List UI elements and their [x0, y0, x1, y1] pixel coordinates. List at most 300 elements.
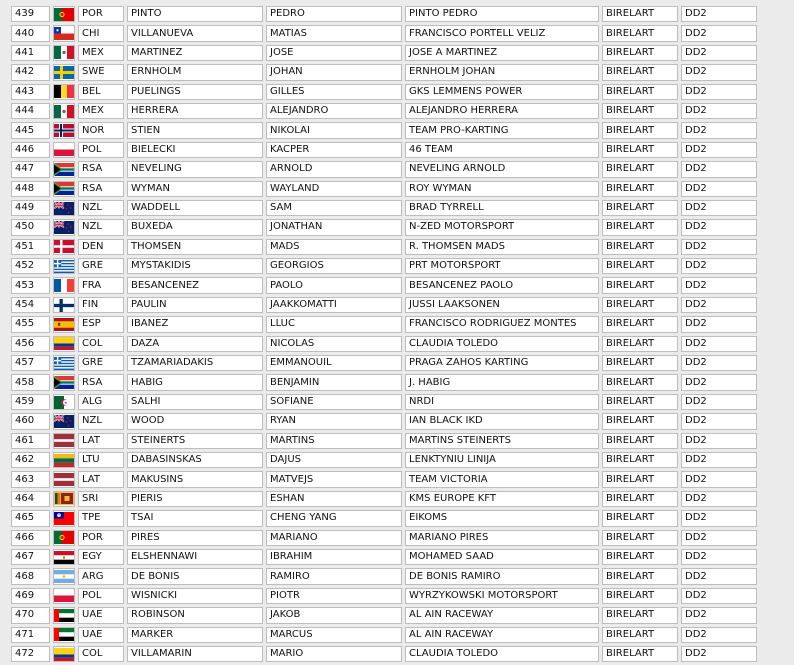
car-number-cell: 448: [11, 181, 50, 197]
nationality-cell: POL: [78, 588, 124, 604]
lithuania-flag-icon: [54, 454, 74, 467]
portugal-flag-icon: [54, 8, 74, 21]
tyre-cell: BIRELART: [602, 568, 678, 584]
table-row: [11, 258, 757, 274]
new-zealand-flag-icon: [54, 221, 74, 234]
tyre-cell: BIRELART: [602, 316, 678, 332]
class-cell: DD2: [681, 219, 757, 235]
flag-cell: [53, 452, 75, 468]
tyre-cell: BIRELART: [602, 200, 678, 216]
table-row: [11, 549, 757, 565]
tyre-cell: BIRELART: [602, 355, 678, 371]
france-flag-icon: [54, 279, 74, 292]
tyre-cell: BIRELART: [602, 549, 678, 565]
entrant-cell: ROY WYMAN: [405, 181, 599, 197]
portugal-flag-icon: [54, 531, 74, 544]
south-africa-flag-icon: [54, 163, 74, 176]
car-number-cell: 458: [11, 374, 50, 390]
tyre-cell: BIRELART: [602, 530, 678, 546]
surname-cell: ROBINSON: [127, 607, 263, 623]
table-row: [11, 84, 757, 100]
entrant-cell: R. THOMSEN MADS: [405, 239, 599, 255]
firstname-cell: IBRAHIM: [266, 549, 402, 565]
table-row: [11, 142, 757, 158]
class-cell: DD2: [681, 277, 757, 293]
surname-cell: PUELINGS: [127, 84, 263, 100]
class-cell: DD2: [681, 142, 757, 158]
tyre-cell: BIRELART: [602, 336, 678, 352]
firstname-cell: DAJUS: [266, 452, 402, 468]
surname-cell: TSAI: [127, 510, 263, 526]
colombia-flag-icon: [54, 337, 74, 350]
firstname-cell: MARIANO: [266, 530, 402, 546]
mexico-flag-icon: [54, 46, 74, 59]
table-row: [11, 161, 757, 177]
car-number-cell: 457: [11, 355, 50, 371]
surname-cell: STEINERTS: [127, 433, 263, 449]
table-row: [11, 64, 757, 80]
class-cell: DD2: [681, 413, 757, 429]
class-cell: DD2: [681, 646, 757, 662]
flag-cell: [53, 336, 75, 352]
tyre-cell: BIRELART: [602, 374, 678, 390]
surname-cell: BIELECKI: [127, 142, 263, 158]
nationality-cell: ALG: [78, 394, 124, 410]
table-row: [11, 103, 757, 119]
nationality-cell: POR: [78, 530, 124, 546]
tyre-cell: BIRELART: [602, 297, 678, 313]
surname-cell: BESANCENEZ: [127, 277, 263, 293]
table-row: [11, 394, 757, 410]
uae-flag-icon: [54, 609, 74, 622]
tyre-cell: BIRELART: [602, 219, 678, 235]
flag-cell: [53, 355, 75, 371]
car-number-cell: 467: [11, 549, 50, 565]
nationality-cell: RSA: [78, 181, 124, 197]
surname-cell: TZAMARIADAKIS: [127, 355, 263, 371]
table-row: [11, 239, 757, 255]
surname-cell: BUXEDA: [127, 219, 263, 235]
surname-cell: VILLANUEVA: [127, 25, 263, 41]
nationality-cell: ESP: [78, 316, 124, 332]
tyre-cell: BIRELART: [602, 433, 678, 449]
entrant-cell: FRANCISCO RODRIGUEZ MONTES: [405, 316, 599, 332]
flag-cell: [53, 239, 75, 255]
entrant-cell: TEAM VICTORIA: [405, 471, 599, 487]
table-row: [11, 219, 757, 235]
firstname-cell: PEDRO: [266, 6, 402, 22]
entrant-cell: AL AIN RACEWAY: [405, 627, 599, 643]
entrant-cell: BESANCENEZ PAOLO: [405, 277, 599, 293]
greece-flag-icon: [54, 357, 74, 370]
firstname-cell: JOHAN: [266, 64, 402, 80]
class-cell: DD2: [681, 530, 757, 546]
firstname-cell: ESHAN: [266, 491, 402, 507]
entrant-cell: MARIANO PIRES: [405, 530, 599, 546]
surname-cell: PINTO: [127, 6, 263, 22]
surname-cell: WOOD: [127, 413, 263, 429]
class-cell: DD2: [681, 122, 757, 138]
car-number-cell: 443: [11, 84, 50, 100]
tyre-cell: BIRELART: [602, 161, 678, 177]
class-cell: DD2: [681, 491, 757, 507]
nationality-cell: SRI: [78, 491, 124, 507]
poland-flag-icon: [54, 589, 74, 602]
chile-flag-icon: [54, 27, 74, 40]
spain-flag-icon: [54, 318, 74, 331]
car-number-cell: 463: [11, 471, 50, 487]
nationality-cell: FRA: [78, 277, 124, 293]
table-row: [11, 413, 757, 429]
car-number-cell: 454: [11, 297, 50, 313]
firstname-cell: NICOLAS: [266, 336, 402, 352]
class-cell: DD2: [681, 316, 757, 332]
entrant-cell: PINTO PEDRO: [405, 6, 599, 22]
nationality-cell: BEL: [78, 84, 124, 100]
firstname-cell: MADS: [266, 239, 402, 255]
tyre-cell: BIRELART: [602, 45, 678, 61]
car-number-cell: 445: [11, 122, 50, 138]
firstname-cell: BENJAMIN: [266, 374, 402, 390]
finland-flag-icon: [54, 299, 74, 312]
nationality-cell: ARG: [78, 568, 124, 584]
firstname-cell: PIOTR: [266, 588, 402, 604]
entrant-cell: N-ZED MOTORSPORT: [405, 219, 599, 235]
nationality-cell: LAT: [78, 471, 124, 487]
car-number-cell: 446: [11, 142, 50, 158]
table-row: [11, 25, 757, 41]
tyre-cell: BIRELART: [602, 239, 678, 255]
flag-cell: [53, 433, 75, 449]
table-row: [11, 6, 757, 22]
table-row: [11, 568, 757, 584]
entrant-cell: CLAUDIA TOLEDO: [405, 646, 599, 662]
table-row: [11, 316, 757, 332]
nationality-cell: UAE: [78, 607, 124, 623]
surname-cell: HABIG: [127, 374, 263, 390]
car-number-cell: 471: [11, 627, 50, 643]
nationality-cell: POL: [78, 142, 124, 158]
tyre-cell: BIRELART: [602, 84, 678, 100]
colombia-flag-icon: [54, 648, 74, 661]
flag-cell: [53, 530, 75, 546]
nationality-cell: GRE: [78, 355, 124, 371]
firstname-cell: NIKOLAI: [266, 122, 402, 138]
table-row: [11, 355, 757, 371]
entrant-cell: WYRZYKOWSKI MOTORSPORT: [405, 588, 599, 604]
nationality-cell: NOR: [78, 122, 124, 138]
nationality-cell: GRE: [78, 258, 124, 274]
flag-cell: [53, 45, 75, 61]
table-row: [11, 433, 757, 449]
tyre-cell: BIRELART: [602, 103, 678, 119]
nationality-cell: POR: [78, 6, 124, 22]
nationality-cell: NZL: [78, 413, 124, 429]
surname-cell: ELSHENNAWI: [127, 549, 263, 565]
flag-cell: [53, 103, 75, 119]
entrant-cell: JUSSI LAAKSONEN: [405, 297, 599, 313]
entrant-cell: AL AIN RACEWAY: [405, 607, 599, 623]
tyre-cell: BIRELART: [602, 122, 678, 138]
firstname-cell: WAYLAND: [266, 181, 402, 197]
firstname-cell: JONATHAN: [266, 219, 402, 235]
firstname-cell: MARTINS: [266, 433, 402, 449]
firstname-cell: RYAN: [266, 413, 402, 429]
flag-cell: [53, 374, 75, 390]
flag-cell: [53, 122, 75, 138]
class-cell: DD2: [681, 568, 757, 584]
tyre-cell: BIRELART: [602, 181, 678, 197]
class-cell: DD2: [681, 607, 757, 623]
nationality-cell: UAE: [78, 627, 124, 643]
class-cell: DD2: [681, 433, 757, 449]
entrant-cell: IAN BLACK IKD: [405, 413, 599, 429]
surname-cell: HERRERA: [127, 103, 263, 119]
tyre-cell: BIRELART: [602, 64, 678, 80]
tyre-cell: BIRELART: [602, 277, 678, 293]
sri-lanka-flag-icon: [54, 492, 74, 505]
tyre-cell: BIRELART: [602, 6, 678, 22]
car-number-cell: 469: [11, 588, 50, 604]
surname-cell: DAZA: [127, 336, 263, 352]
flag-cell: [53, 607, 75, 623]
nationality-cell: LAT: [78, 433, 124, 449]
poland-flag-icon: [54, 143, 74, 156]
flag-cell: [53, 142, 75, 158]
tyre-cell: BIRELART: [602, 394, 678, 410]
class-cell: DD2: [681, 394, 757, 410]
flag-cell: [53, 84, 75, 100]
surname-cell: ERNHOLM: [127, 64, 263, 80]
flag-cell: [53, 413, 75, 429]
tyre-cell: BIRELART: [602, 258, 678, 274]
mexico-flag-icon: [54, 105, 74, 118]
class-cell: DD2: [681, 588, 757, 604]
car-number-cell: 456: [11, 336, 50, 352]
flag-cell: [53, 394, 75, 410]
entrant-cell: KMS EUROPE KFT: [405, 491, 599, 507]
entrant-cell: EIKOMS: [405, 510, 599, 526]
table-row: [11, 588, 757, 604]
class-cell: DD2: [681, 355, 757, 371]
entrant-cell: ALEJANDRO HERRERA: [405, 103, 599, 119]
table-row: [11, 491, 757, 507]
table-row: [11, 122, 757, 138]
nationality-cell: NZL: [78, 219, 124, 235]
table-row: [11, 45, 757, 61]
algeria-flag-icon: [54, 396, 74, 409]
norway-flag-icon: [54, 124, 74, 137]
car-number-cell: 466: [11, 530, 50, 546]
entrant-cell: FRANCISCO PORTELL VELIZ: [405, 25, 599, 41]
surname-cell: MARTINEZ: [127, 45, 263, 61]
firstname-cell: LLUC: [266, 316, 402, 332]
nationality-cell: EGY: [78, 549, 124, 565]
nationality-cell: LTU: [78, 452, 124, 468]
car-number-cell: 444: [11, 103, 50, 119]
table-row: [11, 297, 757, 313]
nationality-cell: FIN: [78, 297, 124, 313]
flag-cell: [53, 258, 75, 274]
table-row: [11, 452, 757, 468]
nationality-cell: MEX: [78, 103, 124, 119]
firstname-cell: MARIO: [266, 646, 402, 662]
nationality-cell: COL: [78, 336, 124, 352]
taiwan-flag-icon: [54, 512, 74, 525]
south-africa-flag-icon: [54, 182, 74, 195]
latvia-flag-icon: [54, 434, 74, 447]
surname-cell: STIEN: [127, 122, 263, 138]
car-number-cell: 460: [11, 413, 50, 429]
flag-cell: [53, 277, 75, 293]
flag-cell: [53, 316, 75, 332]
surname-cell: DABASINSKAS: [127, 452, 263, 468]
table-row: [11, 510, 757, 526]
car-number-cell: 462: [11, 452, 50, 468]
flag-cell: [53, 161, 75, 177]
table-row: [11, 471, 757, 487]
tyre-cell: BIRELART: [602, 491, 678, 507]
surname-cell: WISNICKI: [127, 588, 263, 604]
entrant-cell: DE BONIS RAMIRO: [405, 568, 599, 584]
table-row: [11, 374, 757, 390]
car-number-cell: 453: [11, 277, 50, 293]
car-number-cell: 451: [11, 239, 50, 255]
firstname-cell: JOSE: [266, 45, 402, 61]
firstname-cell: SAM: [266, 200, 402, 216]
car-number-cell: 461: [11, 433, 50, 449]
nationality-cell: NZL: [78, 200, 124, 216]
nationality-cell: RSA: [78, 161, 124, 177]
entrant-cell: J. HABIG: [405, 374, 599, 390]
tyre-cell: BIRELART: [602, 452, 678, 468]
class-cell: DD2: [681, 25, 757, 41]
class-cell: DD2: [681, 181, 757, 197]
flag-cell: [53, 646, 75, 662]
entrant-cell: GKS LEMMENS POWER: [405, 84, 599, 100]
flag-cell: [53, 510, 75, 526]
class-cell: DD2: [681, 374, 757, 390]
surname-cell: PAULIN: [127, 297, 263, 313]
car-number-cell: 455: [11, 316, 50, 332]
entrant-cell: TEAM PRO-KARTING: [405, 122, 599, 138]
class-cell: DD2: [681, 103, 757, 119]
nationality-cell: COL: [78, 646, 124, 662]
class-cell: DD2: [681, 471, 757, 487]
tyre-cell: BIRELART: [602, 607, 678, 623]
argentina-flag-icon: [54, 570, 74, 583]
entrant-cell: LENKTYNIU LINIJA: [405, 452, 599, 468]
class-cell: DD2: [681, 64, 757, 80]
entrant-cell: PRAGA ZAHOS KARTING: [405, 355, 599, 371]
flag-cell: [53, 181, 75, 197]
flag-cell: [53, 588, 75, 604]
car-number-cell: 470: [11, 607, 50, 623]
egypt-flag-icon: [54, 551, 74, 564]
tyre-cell: BIRELART: [602, 25, 678, 41]
firstname-cell: MATVEJS: [266, 471, 402, 487]
class-cell: DD2: [681, 239, 757, 255]
class-cell: DD2: [681, 161, 757, 177]
firstname-cell: GILLES: [266, 84, 402, 100]
surname-cell: MYSTAKIDIS: [127, 258, 263, 274]
nationality-cell: RSA: [78, 374, 124, 390]
tyre-cell: BIRELART: [602, 588, 678, 604]
new-zealand-flag-icon: [54, 202, 74, 215]
flag-cell: [53, 64, 75, 80]
firstname-cell: MARCUS: [266, 627, 402, 643]
entrant-cell: CLAUDIA TOLEDO: [405, 336, 599, 352]
class-cell: DD2: [681, 510, 757, 526]
nationality-cell: CHI: [78, 25, 124, 41]
table-row: [11, 200, 757, 216]
table-row: [11, 607, 757, 623]
class-cell: DD2: [681, 297, 757, 313]
car-number-cell: 440: [11, 25, 50, 41]
new-zealand-flag-icon: [54, 415, 74, 428]
flag-cell: [53, 6, 75, 22]
class-cell: DD2: [681, 84, 757, 100]
car-number-cell: 468: [11, 568, 50, 584]
tyre-cell: BIRELART: [602, 510, 678, 526]
surname-cell: IBANEZ: [127, 316, 263, 332]
firstname-cell: EMMANOUIL: [266, 355, 402, 371]
flag-cell: [53, 200, 75, 216]
nationality-cell: MEX: [78, 45, 124, 61]
entrant-cell: NRDI: [405, 394, 599, 410]
car-number-cell: 449: [11, 200, 50, 216]
tyre-cell: BIRELART: [602, 627, 678, 643]
surname-cell: VILLAMARIN: [127, 646, 263, 662]
entrant-cell: BRAD TYRRELL: [405, 200, 599, 216]
class-cell: DD2: [681, 549, 757, 565]
entrant-cell: ERNHOLM JOHAN: [405, 64, 599, 80]
firstname-cell: CHENG YANG: [266, 510, 402, 526]
surname-cell: DE BONIS: [127, 568, 263, 584]
surname-cell: SALHI: [127, 394, 263, 410]
firstname-cell: JAKOB: [266, 607, 402, 623]
flag-cell: [53, 297, 75, 313]
flag-cell: [53, 568, 75, 584]
surname-cell: THOMSEN: [127, 239, 263, 255]
car-number-cell: 472: [11, 646, 50, 662]
car-number-cell: 459: [11, 394, 50, 410]
entrant-cell: JOSE A MARTINEZ: [405, 45, 599, 61]
entrant-cell: MARTINS STEINERTS: [405, 433, 599, 449]
firstname-cell: ARNOLD: [266, 161, 402, 177]
nationality-cell: DEN: [78, 239, 124, 255]
firstname-cell: RAMIRO: [266, 568, 402, 584]
class-cell: DD2: [681, 452, 757, 468]
car-number-cell: 465: [11, 510, 50, 526]
surname-cell: MARKER: [127, 627, 263, 643]
entrant-cell: MOHAMED SAAD: [405, 549, 599, 565]
entrant-cell: PRT MOTORSPORT: [405, 258, 599, 274]
denmark-flag-icon: [54, 240, 74, 253]
firstname-cell: JAAKKOMATTI: [266, 297, 402, 313]
sweden-flag-icon: [54, 66, 74, 79]
surname-cell: WYMAN: [127, 181, 263, 197]
car-number-cell: 442: [11, 64, 50, 80]
class-cell: DD2: [681, 258, 757, 274]
surname-cell: PIERIS: [127, 491, 263, 507]
nationality-cell: TPE: [78, 510, 124, 526]
entrant-cell: NEVELING ARNOLD: [405, 161, 599, 177]
car-number-cell: 439: [11, 6, 50, 22]
latvia-flag-icon: [54, 473, 74, 486]
table-row: [11, 277, 757, 293]
car-number-cell: 441: [11, 45, 50, 61]
